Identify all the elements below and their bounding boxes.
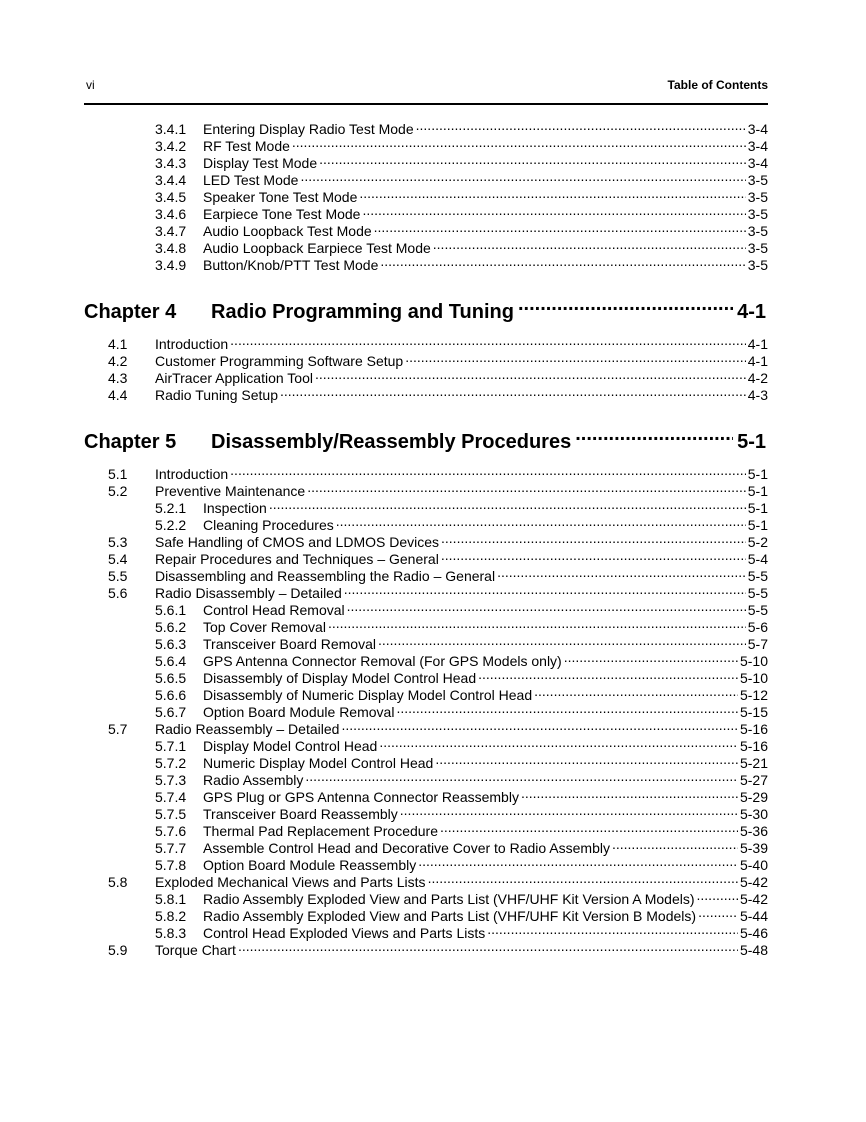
toc-entry-number: 5.7.3: [155, 772, 187, 788]
toc-entry-page: 3-4: [747, 121, 768, 137]
toc-entry[interactable]: [155, 904, 768, 924]
toc-entry[interactable]: [155, 887, 768, 907]
toc-entry[interactable]: [155, 513, 768, 533]
toc-entry-title: Numeric Display Model Control Head: [203, 755, 434, 771]
toc-entry-number: 4.1: [108, 336, 128, 352]
toc-entry[interactable]: [155, 253, 768, 273]
toc-entry[interactable]: [155, 683, 768, 703]
toc-entry-page: 5-6: [747, 619, 768, 635]
toc-entry[interactable]: [155, 751, 768, 771]
toc-entry-title: Radio Reassembly – Detailed: [155, 721, 340, 737]
toc-entry-number: 5.2.2: [155, 517, 187, 533]
dot-leader: [534, 683, 738, 700]
page-number: vi: [86, 78, 95, 92]
toc-entry-number: 3.4.6: [155, 206, 187, 222]
toc-entry-number: 5.1: [108, 466, 128, 482]
toc-entry-page: 5-1: [747, 517, 768, 533]
toc-entry-page: 5-27: [739, 772, 768, 788]
toc-entry-page: 5-5: [747, 585, 768, 601]
toc-entry-title: Radio Assembly: [203, 772, 304, 788]
toc-entry-page: 3-5: [747, 223, 768, 239]
toc-entry-page: 5-2: [747, 534, 768, 550]
dot-leader: [428, 870, 738, 887]
toc-entry[interactable]: [155, 836, 768, 856]
toc-entry-page: 5-7: [747, 636, 768, 652]
toc-entry[interactable]: [155, 168, 768, 188]
toc-entry-title: Customer Programming Software Setup: [155, 353, 404, 369]
dot-leader: [307, 479, 746, 496]
toc-entry-title: Assemble Control Head and Decorative Cover to Radio Assembly: [203, 840, 610, 856]
toc-entry-page: 4-1: [747, 336, 768, 352]
dot-leader: [344, 581, 746, 598]
dot-leader: [347, 598, 746, 615]
toc-entry[interactable]: [108, 530, 768, 550]
toc-entry-number: 5.8.3: [155, 925, 187, 941]
toc-entry-page: 5-4: [747, 551, 768, 567]
toc-entry-title: Exploded Mechanical Views and Parts Lists: [155, 874, 426, 890]
dot-leader: [478, 666, 738, 683]
chapter-label: Chapter 5: [84, 431, 177, 453]
toc-entry-number: 5.6.5: [155, 670, 187, 686]
toc-entry-page: 5-15: [739, 704, 768, 720]
toc-entry[interactable]: [155, 666, 768, 686]
page-header: [86, 78, 768, 96]
toc-entry-title: Option Board Module Removal: [203, 704, 395, 720]
toc-entry[interactable]: [155, 921, 768, 941]
chapter-title: Disassembly/Reassembly Procedures: [211, 431, 572, 453]
toc-entry[interactable]: [155, 598, 768, 618]
dot-leader: [300, 168, 745, 185]
toc-entry-page: 3-5: [747, 189, 768, 205]
toc-entry-number: 3.4.2: [155, 138, 187, 154]
toc-entry[interactable]: [108, 349, 768, 369]
toc-entry-number: 5.7.8: [155, 857, 187, 873]
dot-leader: [396, 700, 738, 717]
toc-entry-page: 5-36: [739, 823, 768, 839]
toc-entry[interactable]: [155, 134, 768, 154]
toc-entry[interactable]: [108, 479, 768, 499]
toc-entry-title: RF Test Mode: [203, 138, 290, 154]
toc-entry[interactable]: [155, 700, 768, 720]
chapter-5-heading[interactable]: [84, 420, 766, 453]
toc-entry-page: 5-29: [739, 789, 768, 805]
dot-leader: [405, 349, 746, 366]
toc-entry-page: 5-42: [739, 891, 768, 907]
toc-entry-title: Control Head Exploded Views and Parts Lists: [203, 925, 486, 941]
toc-entry[interactable]: [155, 615, 768, 635]
toc-entry[interactable]: [155, 785, 768, 805]
toc-entry-number: 5.8.1: [155, 891, 187, 907]
toc-entry-title: Display Test Mode: [203, 155, 318, 171]
dot-leader: [380, 253, 745, 270]
toc-entry[interactable]: [155, 117, 768, 137]
toc-entry-title: Earpiece Tone Test Mode: [203, 206, 361, 222]
toc-entry-title: Torque Chart: [155, 942, 236, 958]
toc-entry-title: Audio Loopback Test Mode: [203, 223, 372, 239]
toc-entry-number: 5.6.4: [155, 653, 187, 669]
dot-leader: [292, 134, 746, 151]
dot-leader: [575, 420, 733, 448]
toc-entry-title: Control Head Removal: [203, 602, 345, 618]
toc-entry-page: 3-4: [747, 138, 768, 154]
toc-entry-number: 5.7.2: [155, 755, 187, 771]
toc-entry-number: 5.9: [108, 942, 128, 958]
toc-entry-title: Disassembly of Display Model Control Head: [203, 670, 477, 686]
toc-entry-number: 5.7.5: [155, 806, 187, 822]
toc-entry[interactable]: [155, 819, 768, 839]
toc-entry-title: Entering Display Radio Test Mode: [203, 121, 414, 137]
toc-entry-number: 5.6.6: [155, 687, 187, 703]
toc-entry[interactable]: [108, 547, 768, 567]
toc-entry[interactable]: [155, 802, 768, 822]
dot-leader: [341, 717, 738, 734]
toc-entry-number: 5.5: [108, 568, 128, 584]
toc-entry[interactable]: [155, 632, 768, 652]
toc-entry-number: 5.8.2: [155, 908, 187, 924]
dot-leader: [435, 751, 738, 768]
toc-entry-number: 5.8: [108, 874, 128, 890]
toc-entry-page: 5-12: [739, 687, 768, 703]
toc-entry-page: 5-48: [739, 942, 768, 958]
toc-entry[interactable]: [155, 649, 768, 669]
dot-leader: [612, 836, 738, 853]
toc-entry-page: 4-3: [747, 387, 768, 403]
toc-entry-page: 5-1: [747, 483, 768, 499]
toc-entry[interactable]: [108, 462, 768, 482]
toc-entry-title: Speaker Tone Test Mode: [203, 189, 358, 205]
toc-entry-title: Option Board Module Reassembly: [203, 857, 417, 873]
toc-entry[interactable]: [108, 332, 768, 352]
toc-entry-number: 3.4.3: [155, 155, 187, 171]
toc-entry-number: 3.4.9: [155, 257, 187, 273]
toc-entry-page: 5-5: [747, 568, 768, 584]
toc-entry-number: 5.6.3: [155, 636, 187, 652]
dot-leader: [400, 802, 738, 819]
toc-entry-page: 5-10: [739, 670, 768, 686]
toc-entry-title: Introduction: [155, 336, 229, 352]
toc-entry-number: 5.7.6: [155, 823, 187, 839]
toc-entry-number: 3.4.5: [155, 189, 187, 205]
dot-leader: [441, 547, 746, 564]
toc-entry-page: 3-5: [747, 240, 768, 256]
toc-entry-title: LED Test Mode: [203, 172, 299, 188]
toc-entry-title: GPS Antenna Connector Removal (For GPS Models only): [203, 653, 562, 669]
chapter-4-heading[interactable]: [84, 290, 766, 323]
dot-leader: [319, 151, 746, 168]
toc-entry-number: 3.4.4: [155, 172, 187, 188]
header-divider: [84, 103, 768, 105]
toc-entry-number: 5.7.1: [155, 738, 187, 754]
chapter-page-number: 5-1: [737, 431, 766, 453]
toc-entry-title: Disassembling and Reassembling the Radio – General: [155, 568, 496, 584]
toc-entry-title: Disassembly of Numeric Display Model Control Head: [203, 687, 533, 703]
dot-leader: [698, 904, 738, 921]
toc-entry[interactable]: [155, 151, 768, 171]
toc-entry-title: Transceiver Board Reassembly: [203, 806, 398, 822]
toc-entry[interactable]: [108, 564, 768, 584]
toc-entry-number: 3.4.1: [155, 121, 187, 137]
toc-entry[interactable]: [155, 185, 768, 205]
toc-entry[interactable]: [108, 938, 768, 958]
toc-entry-number: 5.4: [108, 551, 128, 567]
toc-entry[interactable]: [108, 870, 768, 890]
dot-leader: [379, 734, 738, 751]
toc-entry-page: 5-42: [739, 874, 768, 890]
chapter-label: Chapter 4: [84, 301, 177, 323]
toc-entry-page: 5-21: [739, 755, 768, 771]
toc-entry-title: Button/Knob/PTT Test Mode: [203, 257, 379, 273]
toc-entry-title: Cleaning Procedures: [203, 517, 334, 533]
toc-entry[interactable]: [155, 853, 768, 873]
toc-entry-page: 5-5: [747, 602, 768, 618]
toc-entry-number: 5.7.7: [155, 840, 187, 856]
toc-entry-page: 5-16: [739, 721, 768, 737]
dot-leader: [374, 219, 746, 236]
toc-entry-title: Radio Disassembly – Detailed: [155, 585, 342, 601]
toc-entry[interactable]: [155, 734, 768, 754]
toc-entry-title: Safe Handling of CMOS and LDMOS Devices: [155, 534, 440, 550]
toc-entry-number: 5.2: [108, 483, 128, 499]
toc-entry-page: 5-44: [739, 908, 768, 924]
toc-entry[interactable]: [155, 768, 768, 788]
toc-entry[interactable]: [108, 581, 768, 601]
dot-leader: [238, 938, 738, 955]
toc-entry[interactable]: [155, 236, 768, 256]
dot-leader: [564, 649, 738, 666]
toc-entry-title: Radio Assembly Exploded View and Parts List (VHF/UHF Kit Version A Models): [203, 891, 695, 907]
dot-leader: [487, 921, 738, 938]
dot-leader: [230, 462, 746, 479]
toc-entry-title: Top Cover Removal: [203, 619, 326, 635]
toc-entry-number: 5.7: [108, 721, 128, 737]
toc-entry-title: Radio Assembly Exploded View and Parts List (VHF/UHF Kit Version B Models): [203, 908, 697, 924]
toc-entry-title: Radio Tuning Setup: [155, 387, 278, 403]
dot-leader: [416, 117, 746, 134]
toc-entry-page: 5-40: [739, 857, 768, 873]
toc-entry-number: 4.3: [108, 370, 128, 386]
dot-leader: [359, 185, 745, 202]
dot-leader: [521, 785, 738, 802]
toc-entry-number: 5.6.1: [155, 602, 187, 618]
toc-entry-title: Display Model Control Head: [203, 738, 378, 754]
toc-entry-title: Preventive Maintenance: [155, 483, 306, 499]
toc-entry-number: 5.3: [108, 534, 128, 550]
toc-entry-number: 4.2: [108, 353, 128, 369]
toc-entry-title: Audio Loopback Earpiece Test Mode: [203, 240, 431, 256]
dot-leader: [269, 496, 746, 513]
toc-entry-page: 5-1: [747, 466, 768, 482]
toc-entry-title: Transceiver Board Removal: [203, 636, 376, 652]
toc-entry-page: 3-5: [747, 257, 768, 273]
toc-entry[interactable]: [155, 219, 768, 239]
toc-entry-number: 3.4.8: [155, 240, 187, 256]
toc-entry-title: Thermal Pad Replacement Procedure: [203, 823, 439, 839]
toc-entry-number: 3.4.7: [155, 223, 187, 239]
dot-leader: [418, 853, 738, 870]
toc-entry-title: Repair Procedures and Techniques – General: [155, 551, 439, 567]
dot-leader: [697, 887, 738, 904]
dot-leader: [305, 768, 738, 785]
dot-leader: [336, 513, 746, 530]
toc-entry-number: 5.6: [108, 585, 128, 601]
toc-entry[interactable]: [155, 496, 768, 516]
dot-leader: [230, 332, 746, 349]
toc-entry-number: 5.6.7: [155, 704, 187, 720]
toc-entry-page: 4-2: [747, 370, 768, 386]
dot-leader: [441, 530, 746, 547]
toc-entry-title: Introduction: [155, 466, 229, 482]
toc-entry-page: 5-10: [739, 653, 768, 669]
toc-entry-number: 5.7.4: [155, 789, 187, 805]
chapter-title: Radio Programming and Tuning: [211, 301, 514, 323]
toc-entry-number: 4.4: [108, 387, 128, 403]
toc-entry-title: GPS Plug or GPS Antenna Connector Reassembly: [203, 789, 519, 805]
dot-leader: [433, 236, 746, 253]
toc-entry-page: 5-1: [747, 500, 768, 516]
toc-entry[interactable]: [155, 202, 768, 222]
toc-entry-page: 3-5: [747, 172, 768, 188]
toc-entry-page: 4-1: [747, 353, 768, 369]
dot-leader: [378, 632, 746, 649]
toc-entry-page: 3-5: [747, 206, 768, 222]
dot-leader: [440, 819, 738, 836]
dot-leader: [280, 383, 746, 400]
dot-leader: [497, 564, 746, 581]
toc-entry-number: 5.6.2: [155, 619, 187, 635]
toc-entry[interactable]: [108, 383, 768, 403]
dot-leader: [328, 615, 746, 632]
toc-entry-page: 5-39: [739, 840, 768, 856]
running-section-title: Table of Contents: [667, 78, 768, 92]
toc-entry-page: 5-30: [739, 806, 768, 822]
toc-entry-page: 3-4: [747, 155, 768, 171]
dot-leader: [362, 202, 745, 219]
toc-entry-page: 5-16: [739, 738, 768, 754]
toc-entry-title: AirTracer Application Tool: [155, 370, 313, 386]
toc-entry-page: 5-46: [739, 925, 768, 941]
chapter-page-number: 4-1: [737, 301, 766, 323]
dot-leader: [518, 290, 733, 318]
toc-entry-title: Inspection: [203, 500, 267, 516]
toc-entry[interactable]: [108, 366, 768, 386]
toc-entry-number: 5.2.1: [155, 500, 187, 516]
dot-leader: [315, 366, 746, 383]
toc-entry[interactable]: [108, 717, 768, 737]
